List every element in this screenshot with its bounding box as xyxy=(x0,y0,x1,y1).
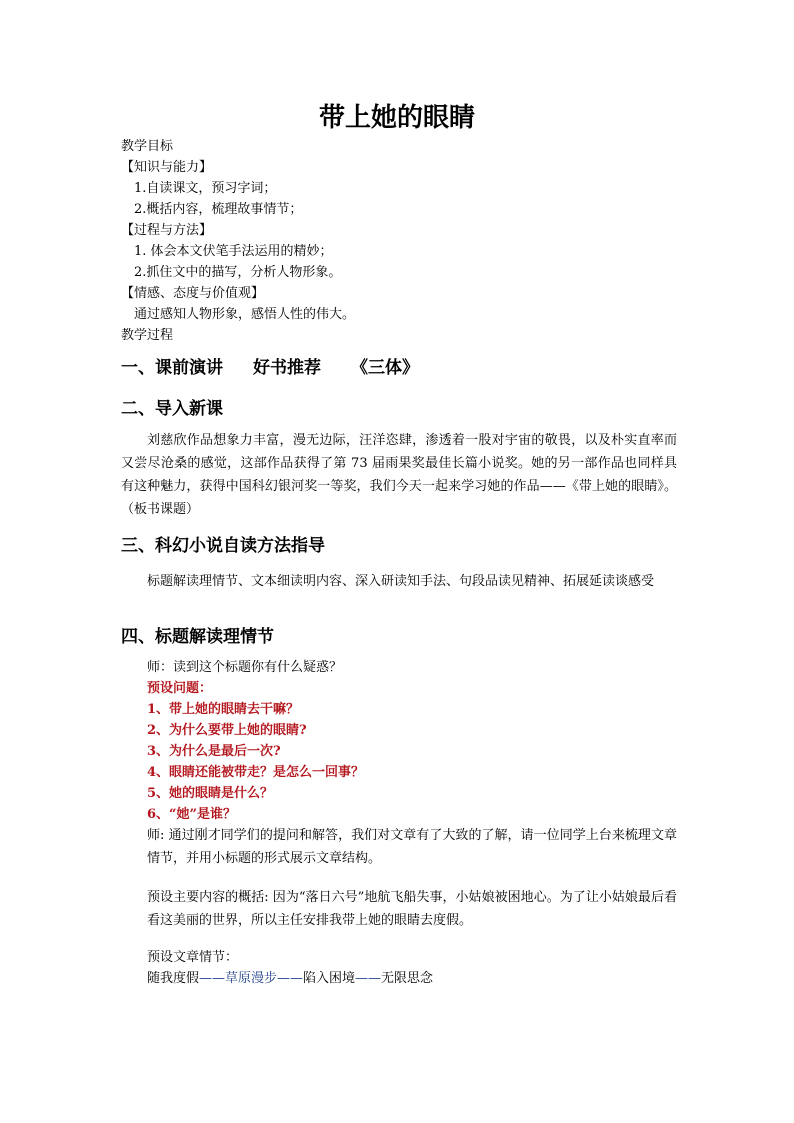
plot-step-4: 无限思念 xyxy=(381,971,434,986)
process-item-2: 2.抓住文中的描写，分析人物形象。 xyxy=(134,265,342,280)
process-heading: 【过程与方法】 xyxy=(121,223,213,238)
teacher-question: 师：读到这个标题你有什么疑惑？ xyxy=(147,660,343,675)
section-2-heading: 二、导入新课 xyxy=(121,399,223,419)
page-title: 带上她的眼睛 xyxy=(318,103,475,133)
preset-questions-label: 预设问题： xyxy=(147,681,213,696)
section-2-paragraph: 刘慈欣作品想象力丰富，漫无边际，汪洋恣肆，渗透着一股对宇宙的敬畏，以及朴实直率而又尝尽沧桑的感觉，这部作品获得了第 73 届雨果奖最佳长篇小说奖。她的另一部作品也同样具有这种魅力，获得中国科幻银河奖一等奖，我们今天一起来学习她的作品——《带上她的眼睛》。（板书课题） xyxy=(121,433,677,517)
plot-label: 预设文章情节： xyxy=(147,950,239,965)
section-1-heading xyxy=(121,355,419,381)
section-1-book-title: 《三体》 xyxy=(351,358,419,378)
emotion-item-1: 通过感知人物形象，感悟人性的伟大。 xyxy=(134,307,356,322)
knowledge-item-2: 2.概括内容，梳理故事情节； xyxy=(134,202,303,217)
preset-question-3: 3、为什么是最后一次? xyxy=(147,744,281,759)
preset-question-6: 6、“她”是谁？ xyxy=(147,807,237,822)
section-3-heading: 三、科幻小说自读方法指导 xyxy=(121,536,325,556)
plot-separator-3: —— xyxy=(355,971,382,986)
plot-step-3: 陷入困境 xyxy=(303,971,356,986)
plot-separator-1: —— xyxy=(199,971,226,986)
plot-step-1: 随我度假 xyxy=(147,971,200,986)
emotion-heading: 【情感、态度与价值观】 xyxy=(121,286,265,301)
section-3-paragraph: 标题解读理情节、文本细读明内容、深入研读知手法、句段品读见精神、拓展延读谈感受 xyxy=(147,574,655,589)
preset-question-1: 1、带上她的眼睛去干嘛？ xyxy=(147,702,300,717)
process-label: 教学过程 xyxy=(121,328,174,343)
plot-sequence xyxy=(147,969,433,989)
preset-question-4: 4、眼睛还能被带走？是怎么一回事？ xyxy=(147,765,365,780)
process-item-1: 1. 体会本文伏笔手法运用的精妙； xyxy=(134,244,333,259)
plot-step-2: 草原漫步 xyxy=(225,971,278,986)
plot-separator-2: —— xyxy=(277,971,304,986)
preset-question-5: 5、她的眼睛是什么？ xyxy=(147,786,274,801)
preset-main-content: 预设主要内容的概括: 因为“落日六号”地航飞船失事，小姑娘被困地心。为了让小姑娘最后看看这美丽的世界，所以主任安排我带上她的眼睛去度假。 xyxy=(147,890,677,928)
preset-question-2: 2、为什么要带上她的眼睛? xyxy=(147,723,307,738)
section-1-number: 一、课前演讲 xyxy=(121,358,223,378)
knowledge-item-1: 1.自读课文，预习字词； xyxy=(134,181,277,196)
teacher-summary: 师: 通过刚才同学们的提问和解答，我们对文章有了大致的了解，请一位同学上台来梳理文章情节，并用小标题的形式展示文章结构。 xyxy=(147,828,677,866)
objectives-label: 教学目标 xyxy=(121,139,174,154)
knowledge-heading: 【知识与能力】 xyxy=(121,160,213,175)
section-1-book-recommend: 好书推荐 xyxy=(253,358,321,378)
section-4-heading: 四、标题解读理情节 xyxy=(121,627,274,647)
